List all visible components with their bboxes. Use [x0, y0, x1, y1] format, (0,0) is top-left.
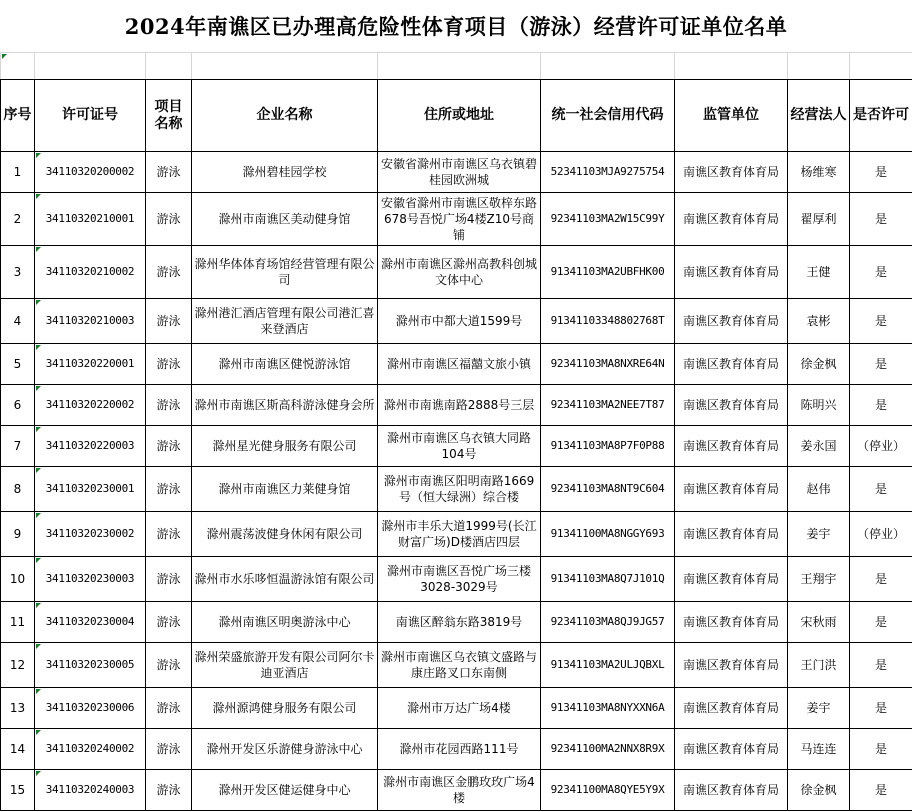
cell-permitted: 是	[850, 729, 912, 770]
cell-credit: 52341103MJA9275754	[541, 152, 675, 193]
cell-credit: 91341103MA2ULJQBXL	[541, 643, 675, 688]
cell-seq: 13	[1, 688, 35, 729]
cell-permitted: 是	[850, 193, 912, 246]
cell-seq: 11	[1, 602, 35, 643]
cell-seq: 9	[1, 512, 35, 557]
cell-company: 滁州荣盛旅游开发有限公司阿尔卡迪亚酒店	[192, 643, 378, 688]
cell-credit: 91341100MA8NGGY693	[541, 512, 675, 557]
table-row	[1, 426, 912, 467]
cell-permitted: 是	[850, 344, 912, 385]
cell-company: 滁州市南谯区斯高科游泳健身会所	[192, 385, 378, 426]
cell-permitted: 是	[850, 246, 912, 299]
cell-credit: 91341103MA8Q7J101Q	[541, 557, 675, 602]
cell-address: 安徽省滁州市南谯区乌衣镇碧桂园欧洲城	[378, 152, 541, 193]
cell-address: 南谯区醉翁东路3819号	[378, 602, 541, 643]
table-row	[1, 512, 912, 557]
cell-supervisor: 南谯区教育体育局	[675, 299, 788, 344]
table-row	[1, 729, 912, 770]
header-permitted: 是否许可	[850, 80, 912, 152]
cell-item: 游泳	[146, 344, 192, 385]
cell-license: 34110320210003	[35, 299, 146, 344]
cell-legal: 王翔宇	[788, 557, 850, 602]
cell-seq: 6	[1, 385, 35, 426]
cell-permitted: （停业）	[850, 426, 912, 467]
cell-seq: 5	[1, 344, 35, 385]
cell-credit: 91341103MA8P7F0P88	[541, 426, 675, 467]
cell-seq: 3	[1, 246, 35, 299]
cell-address: 安徽省滁州市南谯区敬梓东路678号吾悦广场4楼Z10号商铺	[378, 193, 541, 246]
cell-company: 滁州开发区健运健身中心	[192, 770, 378, 811]
cell-credit: 92341103MA2W15C99Y	[541, 193, 675, 246]
table-body	[1, 152, 912, 811]
cell-item: 游泳	[146, 770, 192, 811]
cell-address: 滁州市南谯区吾悦广场三楼3028-3029号	[378, 557, 541, 602]
cell-credit: 91341103348802768T	[541, 299, 675, 344]
cell-company: 滁州市南谯区健悦游泳馆	[192, 344, 378, 385]
cell-company: 滁州市南谯区美动健身馆	[192, 193, 378, 246]
cell-license: 34110320230006	[35, 688, 146, 729]
table-row	[1, 688, 912, 729]
cell-address: 滁州市南谯区金鹏玫玫广场4楼	[378, 770, 541, 811]
table-row	[1, 385, 912, 426]
header-legal: 经营法人	[788, 80, 850, 152]
cell-address: 滁州市南谯区乌衣镇文盛路与康庄路叉口东南侧	[378, 643, 541, 688]
table-row	[1, 193, 912, 246]
cell-item: 游泳	[146, 602, 192, 643]
cell-address: 滁州市南谯区滁州高教科创城文体中心	[378, 246, 541, 299]
cell-item: 游泳	[146, 385, 192, 426]
cell-item: 游泳	[146, 193, 192, 246]
header-seq: 序号	[1, 80, 35, 152]
cell-seq: 7	[1, 426, 35, 467]
cell-address: 滁州市丰乐大道1999号(长江财富广场)D楼酒店四层	[378, 512, 541, 557]
cell-company: 滁州南谯区明奥游泳中心	[192, 602, 378, 643]
cell-seq: 15	[1, 770, 35, 811]
table-row	[1, 770, 912, 811]
cell-address: 滁州市花园西路111号	[378, 729, 541, 770]
cell-address: 滁州市南谯区阳明南路1669号（恒大绿洲）综合楼	[378, 467, 541, 512]
cell-company: 滁州港汇酒店管理有限公司港汇喜来登酒店	[192, 299, 378, 344]
cell-company: 滁州市水乐哆恒温游泳馆有限公司	[192, 557, 378, 602]
cell-legal: 翟厚利	[788, 193, 850, 246]
cell-permitted: 是	[850, 467, 912, 512]
cell-permitted: 是	[850, 557, 912, 602]
header-license: 许可证号	[35, 80, 146, 152]
cell-license: 34110320200002	[35, 152, 146, 193]
cell-license: 34110320210001	[35, 193, 146, 246]
cell-seq: 14	[1, 729, 35, 770]
cell-supervisor: 南谯区教育体育局	[675, 344, 788, 385]
table-row	[1, 602, 912, 643]
cell-credit: 91341103MA2UBFHK00	[541, 246, 675, 299]
cell-supervisor: 南谯区教育体育局	[675, 770, 788, 811]
cell-license: 34110320230004	[35, 602, 146, 643]
cell-item: 游泳	[146, 557, 192, 602]
cell-legal: 赵伟	[788, 467, 850, 512]
header-address: 住所或地址	[378, 80, 541, 152]
cell-license: 34110320240002	[35, 729, 146, 770]
header-credit: 统一社会信用代码	[541, 80, 675, 152]
cell-item: 游泳	[146, 643, 192, 688]
cell-credit: 92341103MA8NXRE64N	[541, 344, 675, 385]
cell-legal: 徐金枫	[788, 770, 850, 811]
cell-permitted: 是	[850, 299, 912, 344]
header-supervisor: 监管单位	[675, 80, 788, 152]
cell-license: 34110320220002	[35, 385, 146, 426]
table-row	[1, 246, 912, 299]
cell-supervisor: 南谯区教育体育局	[675, 512, 788, 557]
cell-license: 34110320240003	[35, 770, 146, 811]
cell-permitted: （停业）	[850, 512, 912, 557]
cell-company: 滁州开发区乐游健身游泳中心	[192, 729, 378, 770]
cell-license: 34110320220003	[35, 426, 146, 467]
cell-permitted: 是	[850, 385, 912, 426]
header-item: 项目名称	[146, 80, 192, 152]
cell-permitted: 是	[850, 688, 912, 729]
cell-supervisor: 南谯区教育体育局	[675, 426, 788, 467]
cell-legal: 杨维寒	[788, 152, 850, 193]
cell-supervisor: 南谯区教育体育局	[675, 602, 788, 643]
cell-legal: 袁彬	[788, 299, 850, 344]
cell-supervisor: 南谯区教育体育局	[675, 729, 788, 770]
cell-legal: 马连连	[788, 729, 850, 770]
cell-item: 游泳	[146, 299, 192, 344]
cell-supervisor: 南谯区教育体育局	[675, 557, 788, 602]
table-row	[1, 152, 912, 193]
spacer-row	[1, 53, 912, 80]
cell-company: 滁州星光健身服务有限公司	[192, 426, 378, 467]
cell-item: 游泳	[146, 152, 192, 193]
cell-legal: 陈明兴	[788, 385, 850, 426]
cell-license: 34110320230003	[35, 557, 146, 602]
cell-supervisor: 南谯区教育体育局	[675, 193, 788, 246]
cell-legal: 王健	[788, 246, 850, 299]
page-title: 2024年南谯区已办理高危险性体育项目（游泳）经营许可证单位名单	[0, 0, 912, 52]
cell-credit: 92341100MA8QYE5Y9X	[541, 770, 675, 811]
cell-item: 游泳	[146, 246, 192, 299]
cell-legal: 姜宇	[788, 688, 850, 729]
table-row	[1, 344, 912, 385]
cell-license: 34110320210002	[35, 246, 146, 299]
cell-legal: 徐金枫	[788, 344, 850, 385]
cell-item: 游泳	[146, 688, 192, 729]
cell-company: 滁州源鸿健身服务有限公司	[192, 688, 378, 729]
cell-item: 游泳	[146, 512, 192, 557]
cell-seq: 8	[1, 467, 35, 512]
cell-company: 滁州震荡波健身休闲有限公司	[192, 512, 378, 557]
cell-supervisor: 南谯区教育体育局	[675, 246, 788, 299]
cell-permitted: 是	[850, 770, 912, 811]
cell-seq: 10	[1, 557, 35, 602]
cell-company: 滁州市南谯区力莱健身馆	[192, 467, 378, 512]
cell-supervisor: 南谯区教育体育局	[675, 688, 788, 729]
cell-legal: 姜永国	[788, 426, 850, 467]
cell-item: 游泳	[146, 729, 192, 770]
cell-address: 滁州市万达广场4楼	[378, 688, 541, 729]
cell-address: 滁州市南谯区乌衣镇大同路104号	[378, 426, 541, 467]
cell-company: 滁州华体体育场馆经营管理有限公司	[192, 246, 378, 299]
cell-legal: 姜宇	[788, 512, 850, 557]
cell-seq: 4	[1, 299, 35, 344]
cell-supervisor: 南谯区教育体育局	[675, 385, 788, 426]
cell-legal: 宋秋雨	[788, 602, 850, 643]
cell-credit: 92341103MA8QJ9JG57	[541, 602, 675, 643]
cell-item: 游泳	[146, 467, 192, 512]
table-row	[1, 643, 912, 688]
license-table	[0, 52, 912, 811]
table-row	[1, 299, 912, 344]
cell-address: 滁州市中都大道1599号	[378, 299, 541, 344]
cell-company: 滁州碧桂园学校	[192, 152, 378, 193]
cell-seq: 12	[1, 643, 35, 688]
cell-permitted: 是	[850, 643, 912, 688]
cell-item: 游泳	[146, 426, 192, 467]
cell-credit: 92341100MA2NNX8R9X	[541, 729, 675, 770]
cell-permitted: 是	[850, 602, 912, 643]
cell-license: 34110320230001	[35, 467, 146, 512]
cell-credit: 92341103MA2NEE7T87	[541, 385, 675, 426]
cell-permitted: 是	[850, 152, 912, 193]
cell-address: 滁州市南谯区福囍文旅小镇	[378, 344, 541, 385]
cell-seq: 2	[1, 193, 35, 246]
cell-supervisor: 南谯区教育体育局	[675, 152, 788, 193]
cell-license: 34110320220001	[35, 344, 146, 385]
cell-license: 34110320230002	[35, 512, 146, 557]
cell-address: 滁州市南谯南路2888号三层	[378, 385, 541, 426]
cell-credit: 92341103MA8NT9C604	[541, 467, 675, 512]
cell-supervisor: 南谯区教育体育局	[675, 467, 788, 512]
table-row	[1, 557, 912, 602]
table-row	[1, 467, 912, 512]
cell-legal: 王门洪	[788, 643, 850, 688]
header-row	[1, 80, 912, 152]
header-company: 企业名称	[192, 80, 378, 152]
cell-license: 34110320230005	[35, 643, 146, 688]
cell-credit: 91341103MA8NYXXN6A	[541, 688, 675, 729]
cell-seq: 1	[1, 152, 35, 193]
cell-supervisor: 南谯区教育体育局	[675, 643, 788, 688]
